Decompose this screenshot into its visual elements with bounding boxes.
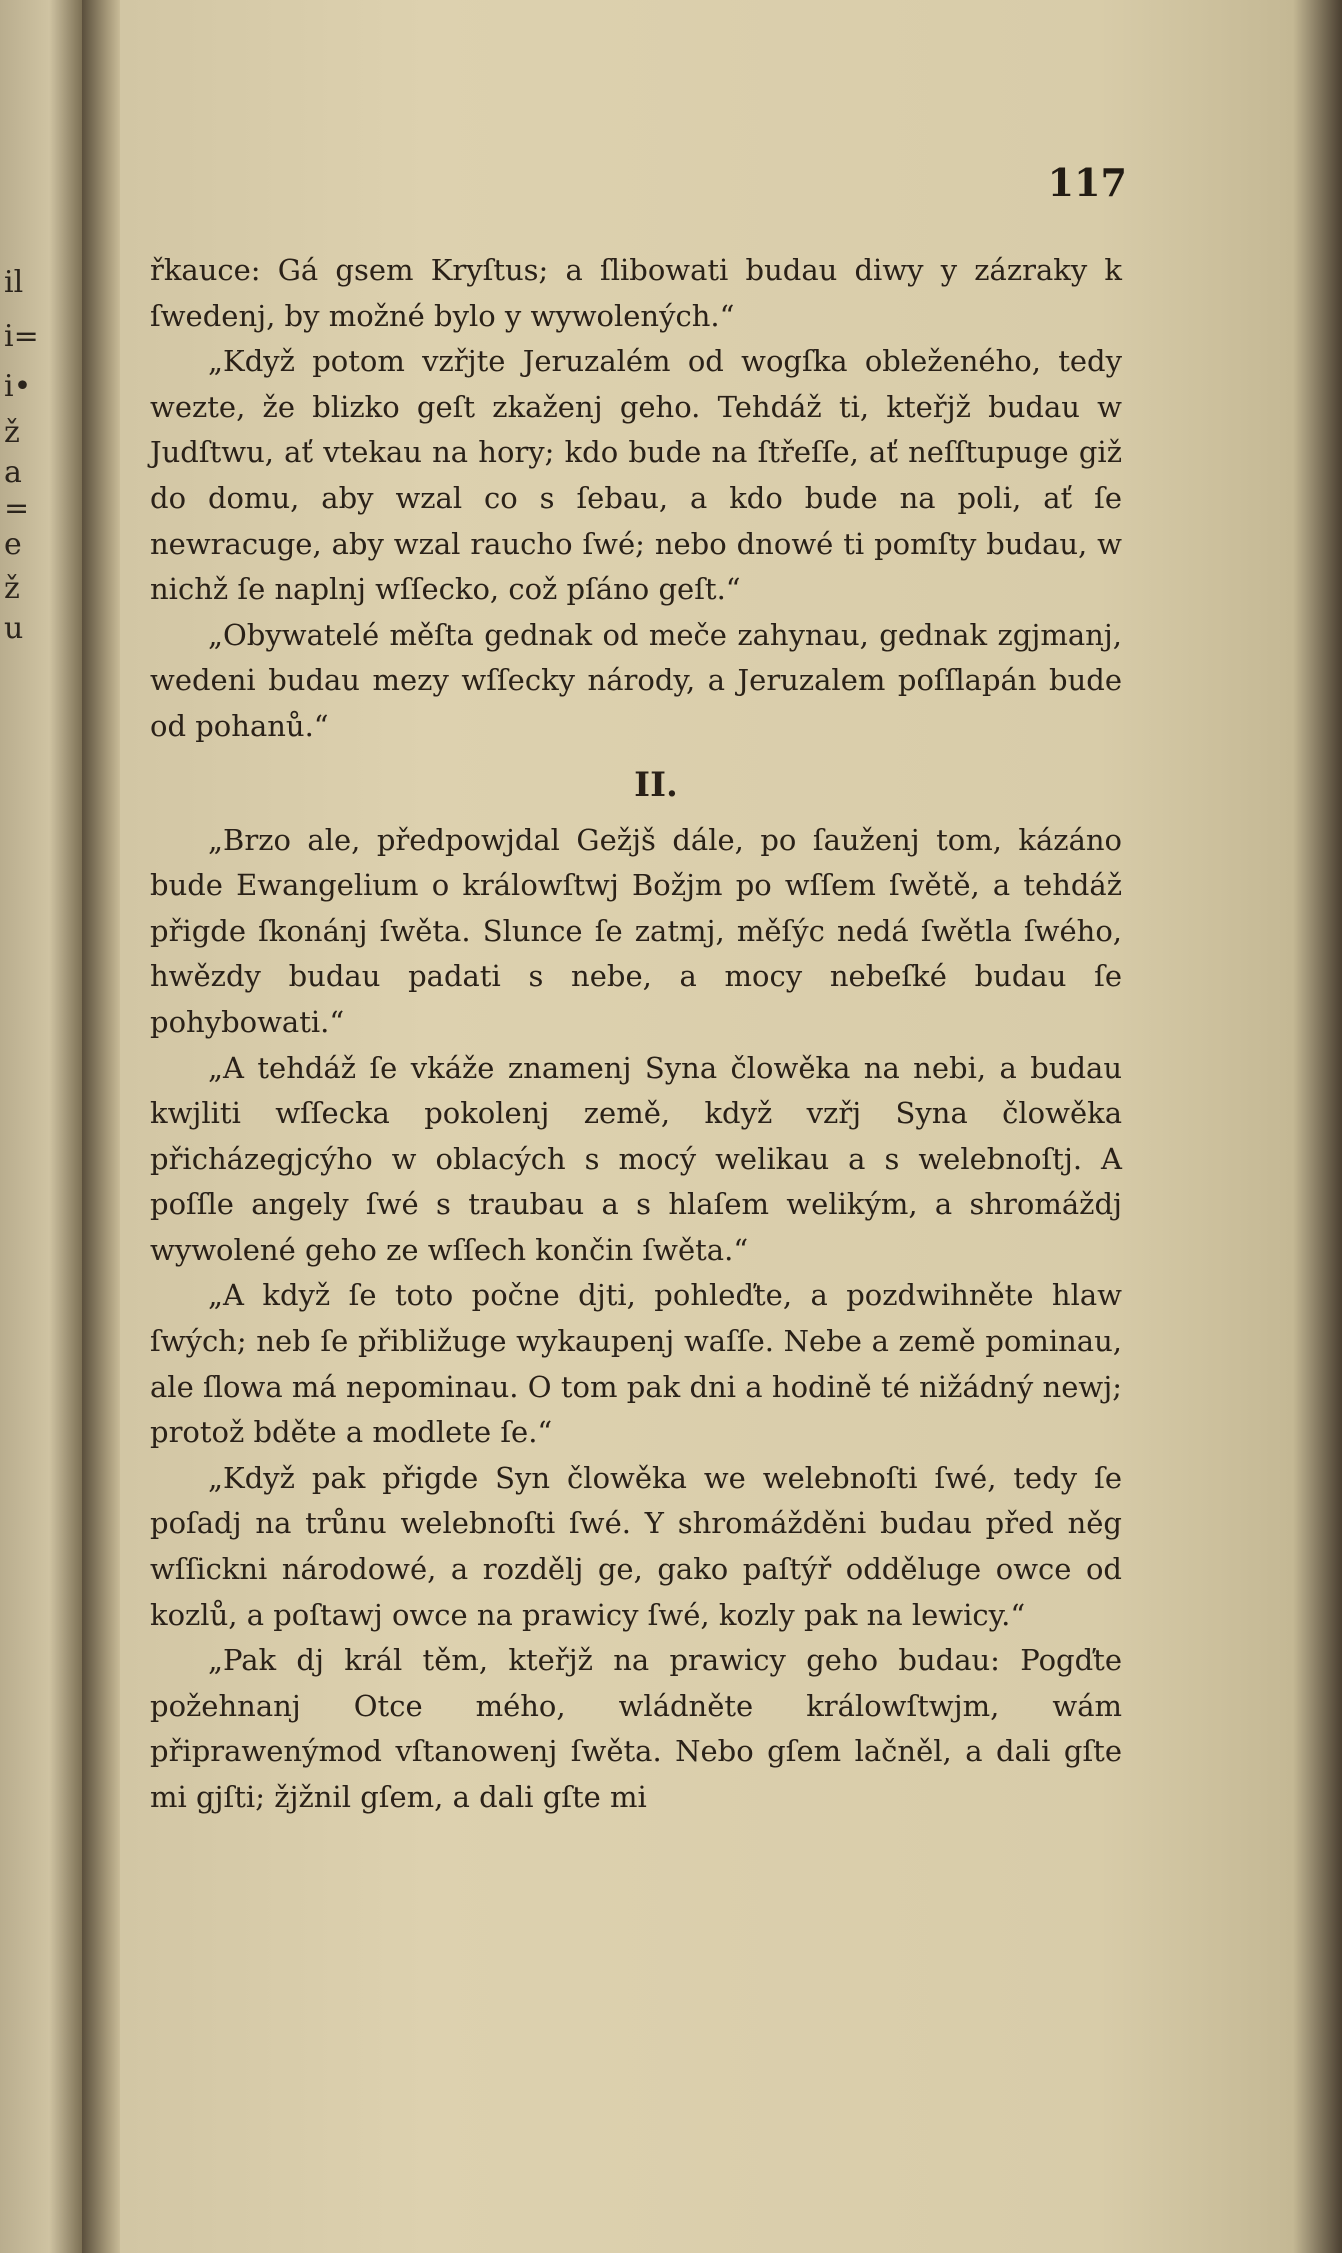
left-page-fragment: i= xyxy=(4,319,39,354)
book-gutter xyxy=(82,0,120,2253)
paragraph: „Když pak přigde Syn člowěka we welebnoſti ſwé, tedy ſe poſadj na trůnu welebnoſti ſwé. Y shromážděni budau před něg wſſickni národowé, a rozdělj ge, gako paſtýř odděluge owce od kozlů, a poſtawj owce na prawicy ſwé, kozly pak na lewicy.“ xyxy=(150,1460,1122,1632)
left-page-edge xyxy=(0,0,82,2253)
paragraph: „A tehdáž ſe vkáže znamenj Syna člowěka na nebi, a budau kwjliti wſſecka pokolenj země, když vzřj Syna člowěka přicházegjcýho w oblacých s mocý welikau a s welebnoſtj. A poſſle angely ſwé s traubau a s hlaſem welikým, a shromáždj wywolené geho ze wſſech končin ſwěta.“ xyxy=(150,1050,1122,1267)
paragraph: „Brzo ale, předpowjdal Gežjš dále, po ſauženj tom, kázáno bude Ewangelium o králowſtwj Božjm po wſſem ſwětě, a tehdáž přigde ſkonánj ſwěta. Slunce ſe zatmj, měſýc nedá ſwětla ſwého, hwězdy budau padati s nebe, a mocy nebeſké budau ſe pohybowati.“ xyxy=(150,822,1122,1039)
page-body xyxy=(150,248,1122,1821)
left-page-fragment: il xyxy=(4,265,24,300)
left-page-fragment: e xyxy=(4,527,22,562)
book-page xyxy=(120,0,1342,2253)
paragraph: „A když ſe toto počne djti, pohleďte, a pozdwihněte hlaw ſwých; neb ſe přibližuge wykaupenj waſſe. Nebe a země pominau, ale ſlowa má nepominau. O tom pak dni a hodině té nižádný newj; protož bděte a modlete ſe.“ xyxy=(150,1278,1122,1450)
page-number: 117 xyxy=(1047,160,1127,205)
paragraph: řkauce: Gá gsem Kryſtus; a ſlibowati budau diwy y zázraky k ſwedenj, by možné bylo y wywolených.“ xyxy=(150,253,1122,333)
section-heading: II. xyxy=(634,764,678,805)
paragraph: „Obywatelé měſta gednak od meče zahynau, gednak zgjmanj, wedeni budau mezy wſſecky národy, a Jeruzalem poſſlapán bude od pohanů.“ xyxy=(150,617,1122,743)
left-page-fragment: u xyxy=(4,611,24,646)
left-page-fragment: ž xyxy=(4,571,20,606)
paragraph: „Když potom vzřjte Jeruzalém od wogſka obleženého, tedy wezte, že blizko geſt zkaženj geho. Tehdáž ti, kteřjž budau w Judſtwu, ať vtekau na hory; kdo bude na ſtřeſſe, ať neſſtupuge giž do domu, aby wzal co s ſebau, a kdo bude na poli, ať ſe newracuge, aby wzal raucho ſwé; nebo dnowé ti pomſty budau, w nichž ſe naplnj wſſecko, což pſáno geſt.“ xyxy=(150,344,1122,607)
left-page-fragment: a xyxy=(4,455,22,490)
left-page-fragment: ž xyxy=(4,415,20,450)
paragraph: „Pak dj král těm, kteřjž na prawicy geho budau: Pogďte požehnanj Otce mého, wládněte králowſtwjm, wám připrawenýmod vſtanowenj ſwěta. Nebo gſem lačněl, a dali gſte mi gjſti; žjžnil gſem, a dali gſte mi xyxy=(150,1643,1122,1814)
left-page-fragment: i• xyxy=(4,369,32,404)
left-page-fragment: = xyxy=(4,491,30,526)
